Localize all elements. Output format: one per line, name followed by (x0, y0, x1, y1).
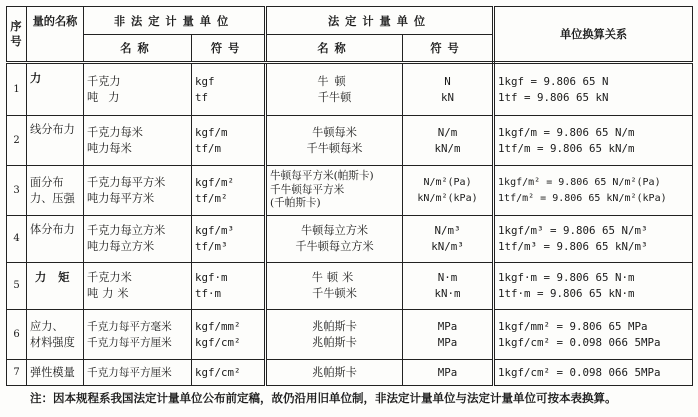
row-legal-name (266, 216, 403, 263)
legal-name-line: 兆帕斯卡 (312, 365, 357, 379)
header-conversion: 单位换算关系 (494, 7, 693, 63)
row-legal-name (266, 166, 403, 216)
row-legacy-name (84, 263, 192, 310)
legal-symbol-line: kN/m (434, 141, 461, 155)
row-legacy-symbol (192, 216, 266, 263)
legal-name-line: 千牛顿每平方米 (270, 183, 345, 196)
quantity-line: 力 (30, 71, 42, 85)
legal-name-line: 牛顿每平方米(帕斯卡) (270, 170, 374, 183)
quantity-line: 线分布力 (30, 123, 75, 136)
legacy-symbol-line: kgf/cm² (195, 335, 241, 349)
table-row (7, 310, 693, 360)
legacy-symbol-line: kgf/cm² (195, 365, 241, 379)
quantity-line: 材料强度 (30, 335, 75, 349)
row-legacy-name (84, 360, 192, 386)
legal-symbol-line: MPa (437, 335, 458, 349)
legal-name-line: 千牛顿 (317, 90, 352, 104)
row-quantity (27, 263, 84, 310)
header-seq (7, 7, 27, 63)
quantity-line: 应力、 (30, 319, 64, 333)
legal-name-line: 兆帕斯卡 (312, 319, 357, 333)
conversion-line: 1kgf = 9.806 65 N (498, 74, 609, 88)
row-legacy-symbol (192, 63, 266, 116)
legal-name-line: 牛顿 (317, 74, 352, 88)
row-legal-name (266, 116, 403, 166)
legacy-name-line: 千克力 (87, 74, 121, 88)
conversion-line: 1kgf/mm² = 9.806 65 MPa (498, 319, 648, 333)
row-legal-symbol (403, 216, 494, 263)
legal-name-line: 千牛顿每米 (306, 141, 363, 155)
row-legal-symbol (403, 166, 494, 216)
legacy-name-line: 吨力每立方米 (87, 240, 155, 253)
legal-symbol-line: MPa (437, 319, 458, 333)
header-seq-text: 序号 (10, 19, 22, 48)
legal-name-line: (千帕斯卡) (270, 197, 321, 210)
legal-symbol-line: kN/m²(kPa) (417, 192, 478, 204)
legacy-symbol-line: tf/m² (195, 191, 228, 205)
row-legacy-symbol (192, 116, 266, 166)
legacy-name-line: 千克力每平方厘米 (87, 366, 172, 379)
row-legal-symbol (403, 360, 494, 386)
legacy-symbol-line: tf/m (195, 141, 222, 155)
legacy-name-line: 千克力每立方米 (87, 224, 166, 237)
table-row (7, 116, 693, 166)
legal-name-line: 千牛顿米 (312, 287, 357, 300)
row-legal-symbol (403, 263, 494, 310)
conversion-line: 1tf = 9.806 65 kN (498, 90, 609, 104)
row-legacy-name (84, 63, 192, 116)
row-seq: 1 (7, 63, 27, 116)
table-row (7, 63, 693, 116)
legacy-symbol-line: kgf (195, 74, 215, 88)
legal-symbol-line: N (444, 74, 451, 88)
legacy-symbol-line: tf·m (195, 287, 222, 300)
conversion-line: 1kgf/m³ = 9.806 65 N/m³ (498, 224, 648, 237)
row-conversion (494, 63, 693, 116)
row-seq: 6 (7, 310, 27, 360)
row-legacy-symbol (192, 360, 266, 386)
row-quantity (27, 216, 84, 263)
row-legal-name (266, 263, 403, 310)
row-conversion (494, 360, 693, 386)
conversion-line: 1tf/m² = 9.806 65 kN/m²(kPa) (498, 192, 667, 204)
row-legacy-name (84, 116, 192, 166)
row-conversion (494, 116, 693, 166)
conversion-line: 1kgf/cm² = 0.098 066 5MPa (498, 335, 661, 349)
legal-name-line: 兆帕斯卡 (312, 335, 357, 349)
legacy-symbol-line: kgf/m (195, 125, 228, 139)
legal-symbol-line: kN/m³ (431, 240, 464, 253)
row-legal-name (266, 360, 403, 386)
row-legacy-symbol (192, 263, 266, 310)
row-legacy-name (84, 216, 192, 263)
legacy-symbol-line: kgf/mm² (195, 319, 241, 333)
row-seq: 3 (7, 166, 27, 216)
row-legal-symbol (403, 116, 494, 166)
row-legal-name (266, 63, 403, 116)
conversion-line: 1tf/m = 9.806 65 kN/m (498, 141, 635, 155)
legacy-name-line: 千克力每平方毫米 (87, 320, 172, 333)
legal-name-line: 牛顿每立方米 (300, 224, 369, 237)
legal-symbol-line: N/m³ (434, 224, 461, 237)
quantity-line: 体分布力 (30, 223, 75, 236)
header-quantity (27, 7, 84, 63)
legacy-name-line: 吨力每平方米 (87, 191, 155, 205)
row-legal-name (266, 310, 403, 360)
row-seq: 7 (7, 360, 27, 386)
legacy-symbol-line: kgf/m³ (195, 224, 235, 237)
row-conversion (494, 216, 693, 263)
row-legal-symbol (403, 63, 494, 116)
row-seq: 4 (7, 216, 27, 263)
legacy-name-line: 千克力每米 (87, 125, 143, 139)
row-legacy-symbol (192, 310, 266, 360)
row-seq: 2 (7, 116, 27, 166)
legacy-name-line: 千克力每平方厘米 (87, 336, 172, 349)
conversion-line: 1kgf/cm² = 0.098 066 5MPa (498, 365, 661, 379)
quantity-line: 弹性模量 (30, 365, 75, 379)
legal-symbol-line: kN·m (434, 287, 461, 300)
legal-symbol-line: MPa (437, 365, 458, 379)
legacy-symbol-line: tf/m³ (195, 240, 228, 253)
header-legacy-name: 名称 (84, 35, 192, 63)
row-legacy-symbol (192, 166, 266, 216)
row-quantity (27, 166, 84, 216)
row-legal-symbol (403, 310, 494, 360)
header-legacy-symbol: 符号 (192, 35, 266, 63)
header-legal-group: 法定计量单位 (266, 7, 494, 35)
legal-name-line: 牛顿米 (311, 271, 358, 284)
legal-symbol-line: N·m (437, 271, 458, 284)
header-row-1 (7, 7, 693, 35)
quantity-line: 面分布 (30, 175, 64, 189)
legal-name-line: 千牛顿每立方米 (295, 240, 374, 253)
table-row (7, 216, 693, 263)
row-conversion (494, 310, 693, 360)
conversion-line: 1kgf·m = 9.806 65 N·m (498, 271, 635, 284)
legal-symbol-line: kN (441, 90, 455, 104)
header-legacy-group: 非法定计量单位 (84, 7, 266, 35)
legacy-name-line: 吨力 (87, 90, 130, 104)
conversion-line: 1kgf/m² = 9.806 65 N/m²(Pa) (498, 176, 661, 188)
legacy-name-line: 吨力每米 (87, 141, 132, 155)
row-seq: 5 (7, 263, 27, 310)
row-quantity (27, 360, 84, 386)
legacy-name-line: 千克力米 (87, 271, 132, 284)
row-quantity (27, 63, 84, 116)
row-conversion (494, 166, 693, 216)
quantity-line: 力矩 (35, 270, 82, 284)
row-legacy-name (84, 166, 192, 216)
header-legal-symbol: 符号 (403, 35, 494, 63)
conversion-line: 1kgf/m = 9.806 65 N/m (498, 125, 635, 139)
legal-symbol-line: N/m²(Pa) (423, 176, 472, 188)
table-row (7, 166, 693, 216)
legacy-symbol-line: kgf/m² (195, 175, 235, 189)
legacy-symbol-line: kgf·m (195, 271, 228, 284)
table-row (7, 360, 693, 386)
unit-conversion-table (6, 6, 693, 386)
legal-name-line: 牛顿每米 (312, 125, 357, 139)
legacy-name-line: 吨力米 (87, 287, 133, 300)
quantity-line: 力、压强 (30, 191, 75, 205)
row-quantity (27, 310, 84, 360)
legacy-name-line: 千克力每平方米 (87, 175, 166, 189)
conversion-line: 1tf/m³ = 9.806 65 kN/m³ (498, 240, 648, 253)
legacy-symbol-line: tf (195, 90, 209, 104)
legal-symbol-line: N/m (437, 125, 458, 139)
row-conversion (494, 263, 693, 310)
row-quantity (27, 116, 84, 166)
header-quantity-text: 量的名称 (32, 14, 78, 28)
table-row (7, 263, 693, 310)
row-legacy-name (84, 310, 192, 360)
conversion-line: 1tf·m = 9.806 65 kN·m (498, 287, 635, 300)
header-legal-name: 名称 (266, 35, 403, 63)
footnote: 注：因本规程系我国法定计量单位公布前定稿，故仍沿用旧单位制，非法定计量单位与法定计量单位可按本表换算。 (30, 391, 617, 405)
